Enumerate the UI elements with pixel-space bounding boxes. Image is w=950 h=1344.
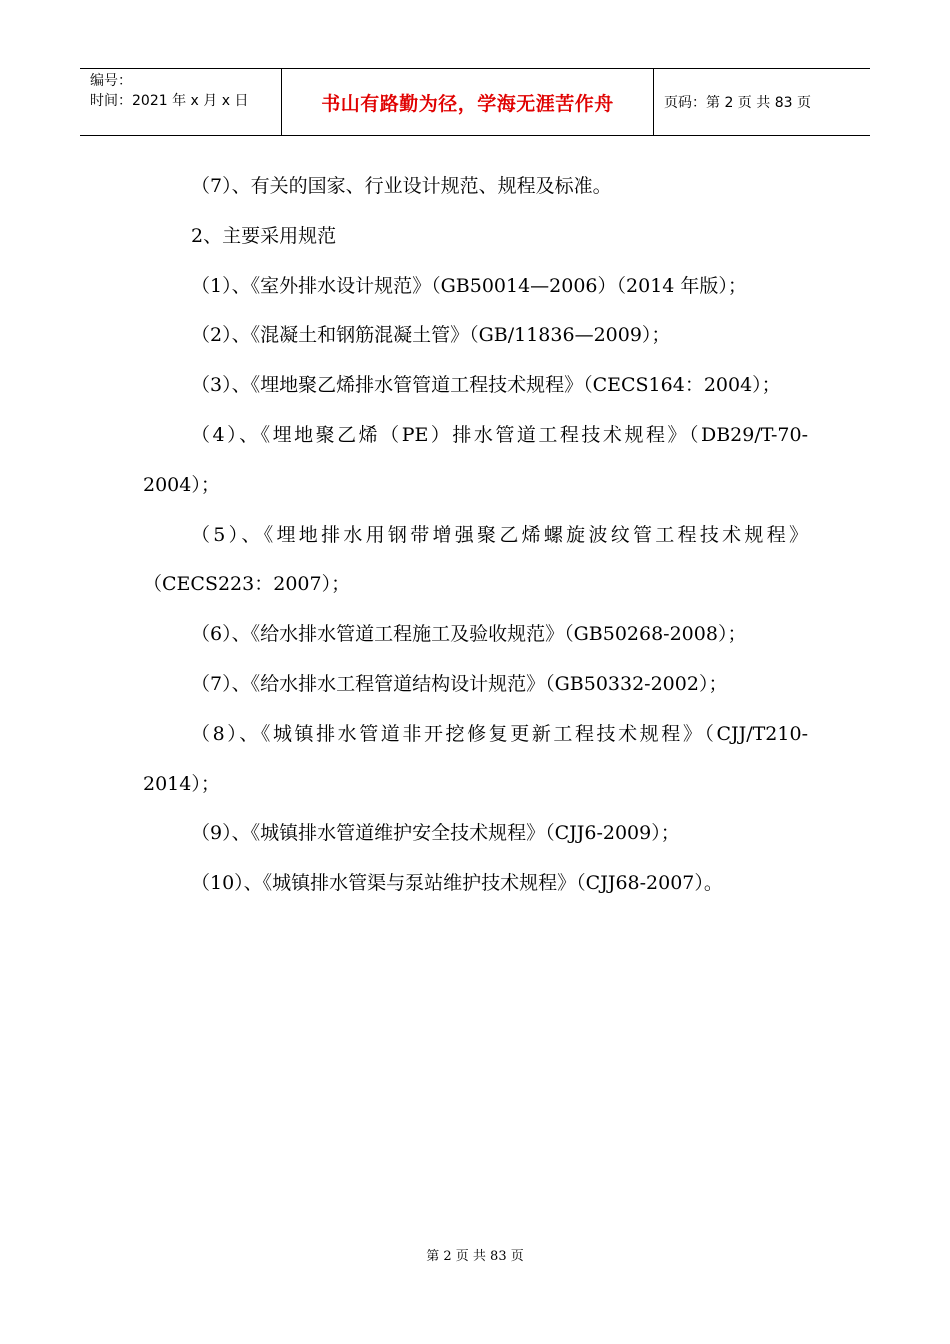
header-motto: 书山有路勤为径，学海无涯苦作舟: [321, 92, 614, 115]
document-body: [143, 162, 808, 909]
header-meta: [80, 69, 282, 135]
section-heading: 2、主要采用规范: [191, 224, 337, 247]
paragraph: （1）、《室外排水设计规范》（GB50014—2006）（2014 年版）；: [191, 274, 747, 297]
paragraph: （5）、《埋地排水用钢带增强聚乙烯螺旋波纹管工程技术规程》（CECS223：2007）；: [143, 523, 808, 596]
page-footer: 第 2 页 共 83 页: [426, 1249, 524, 1264]
paragraph: （4）、《埋地聚乙烯（PE）排水管道工程技术规程》（DB29/T-70-2004）；: [143, 423, 808, 496]
paragraph: （7）、《给水排水工程管道结构设计规范》（GB50332-2002）；: [191, 672, 728, 695]
header-motto-cell: [282, 69, 654, 135]
paragraph: （6）、《给水排水管道工程施工及验收规范》（GB50268-2008）；: [191, 623, 747, 646]
paragraph: （3）、《埋地聚乙烯排水管管道工程技术规程》（CECS164：2004）；: [191, 374, 781, 397]
paragraph: （7）、有关的国家、行业设计规范、规程及标准。: [191, 175, 612, 197]
page-header: [80, 68, 870, 136]
paragraph: （9）、《城镇排水管道维护安全技术规程》（CJJ6-2009）；: [191, 822, 680, 845]
date-label: 时间：2021 年 x 月 x 日: [90, 93, 249, 109]
number-label: 编号：: [90, 73, 132, 89]
paragraph: （8）、《城镇排水管道非开挖修复更新工程技术规程》（CJJ/T210-2014）；: [143, 722, 808, 795]
paragraph: （10）、《城镇排水管渠与泵站维护技术规程》（CJJ68-2007）。: [191, 872, 723, 895]
header-page-info: 页码：第 2 页 共 83 页: [664, 95, 811, 111]
paragraph: （2）、《混凝土和钢筋混凝土管》（GB/11836—2009）；: [191, 324, 671, 347]
